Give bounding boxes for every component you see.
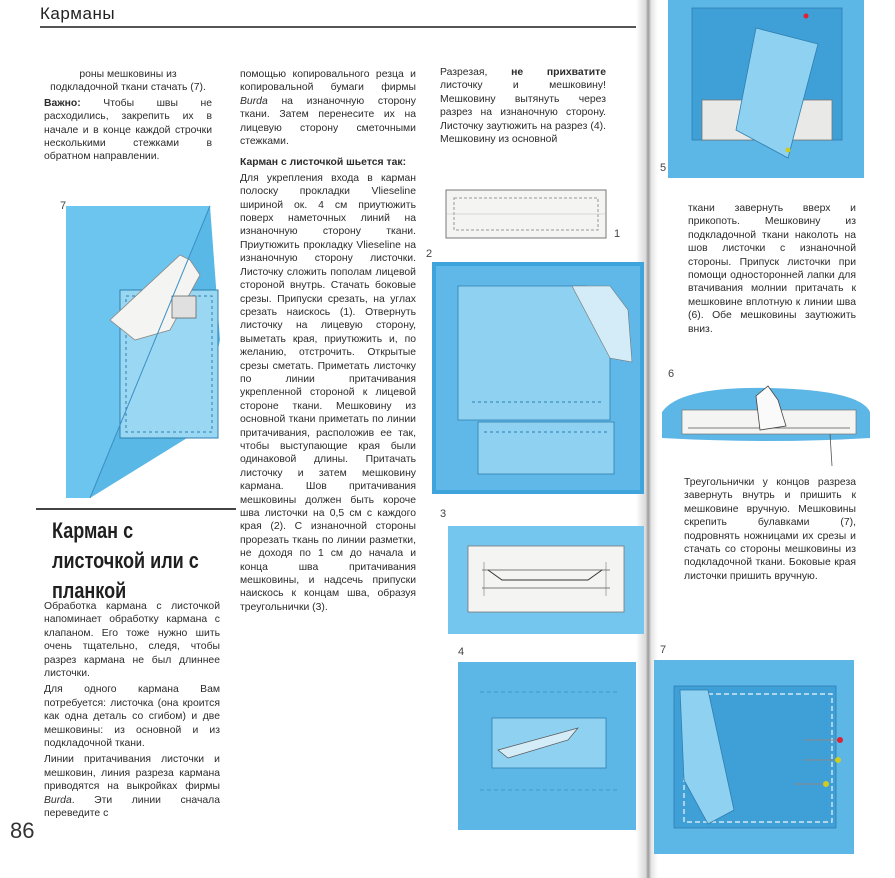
col3-p1-text-a: Разрезая, [440,67,512,78]
col4-paragraph-1: ткани завернуть вверх и прикопоть. Мешковину из подкладочной ткани наколоть на шов листочки с изнаночной стороны. Припуск листочки при помощи односторонней лапки для втачивания молнии притачать к мешковине вплотную к линии шва (6). Обе мешковины заутюжить вниз. [688,203,856,335]
col2-paragraph-1 [240,68,416,148]
figure-6-number: 6 [668,368,675,380]
col1-p3-text-a: Линии притачивания листочки и мешковин, линия разреза кармана приводятся на выкройках фирмы [44,754,220,793]
col3-warning: не прихватите [511,67,606,78]
figure-5-illustration [668,0,864,178]
col2-brand: Burda [240,95,268,107]
col1-bottom-paragraph-1: Обработка кармана с листочкой напоминает обработку кармана с клапаном. Его тоже нужно шить очень тщательно, следя, чтобы разрез кармана не был длиннее листочки. [44,601,220,680]
col2-paragraph-2: Для укрепления входа в карман полоску прокладки Vlieseline шириной ок. 4 см приутюжить поверх наметочных линий на изнаночную сторону ткани. Приутюжить прокладку Vlieseline на изнаночную сторону листочки. Листочку сложить пополам лицевой стороной внутрь. Стачать боковые срезы. Припуски срезать, на углах срезать наискось (1). Отвернуть листочку на лицевую сторону, выметать края, приутюжить и, по желанию, отстрочить. Открытые срезы сметать. Приметать листочку по линии притачивания укрепленной стороной к лицевой стороне ткани. Мешковину из основной ткани приметать по линии притачивания, расположив ее так, чтобы выступающие края были одинаковой длины. Притачать листочку и затем мешковину кармана. Шов притачивания мешковины должен быть короче шва листочки на 0,5 см с каждого края (2). С изнаночной стороны прорезать ткань по линии разметки, не доходя по 1 см до начала и конца шва притачивания мешковины, и надсечь припуски наискось к концам шва, образуя треугольнички (3). [240,172,416,613]
column-4-bottom [684,476,856,583]
figure-6-illustration [660,382,874,468]
column-1-top [44,68,212,164]
col3-paragraph-1 [440,66,606,146]
page-number: 86 [10,818,35,843]
figure-7-left-number: 7 [60,200,67,212]
figure-2-illustration [432,262,644,494]
col4-paragraph-2: Треугольнички у концов разреза завернуть внутрь и пришить к мешковине вручную. Мешковины скрепить булавками (7), подровнять ножницами их срезы и стачать со стороны мешковины из подкладочной ткани. Боковые края листочки пришить вручную. [684,477,856,582]
figure-1-illustration [444,186,610,244]
figure-4-number: 4 [458,646,465,658]
figure-5-number: 5 [660,162,667,174]
figure-7-left-illustration [60,200,235,500]
column-2 [240,68,416,614]
column-4-top [688,202,856,336]
col1-bottom-paragraph-2: Для одного кармана Вам потребуется: листочка (она кроится как одна деталь со сгибом) и две мешковины: из основной и из подкладочной ткани. [44,684,220,750]
header-rule [40,26,636,28]
column-3 [440,66,606,146]
important-text: Чтобы швы не расходились, закрепить их в начале и в конце каждой строчки несколькими стежками в обратном направлении. [44,97,212,163]
col1-paragraph-2 [44,97,212,164]
figure-3-illustration [448,526,644,634]
column-1-bottom [44,600,220,821]
col1-paragraph-1: роны мешковины из подкладочной ткани стачать (7). [50,69,206,94]
col2-p1-text-b: на изнаночную сторону ткани. Затем перенесите их на лицевую сторону сметочными стежками. [240,95,416,148]
col1-p3-text-b: . Эти линии сначала переведите с [44,794,220,820]
figure-3-number: 3 [440,508,447,520]
figure-7-right-number: 7 [660,644,667,656]
col3-p1-text-b: листочку и мешковину! Мешковину вытянуть через разрез на изнаночную сторону. Листочку заутюжить на разрез (4). Мешковину из основной [440,80,606,146]
important-label: Важно: [44,97,81,109]
figure-4-illustration [458,662,636,830]
col2-subheading: Карман с листочкой шьется так: [240,157,407,169]
figure-1-number: 1 [614,228,621,240]
section-title: Карман с листочкой или с планкой [52,518,199,603]
figure-2-number: 2 [426,248,433,260]
section-title-rule [36,508,236,510]
col1-brand: Burda [44,794,72,806]
col2-p1-text-a: помощью копировального резца и копировальной бумаги фирмы [240,69,416,94]
running-header: Карманы [40,4,116,23]
figure-7-right-illustration [654,660,854,854]
col1-bottom-paragraph-3 [44,753,220,820]
